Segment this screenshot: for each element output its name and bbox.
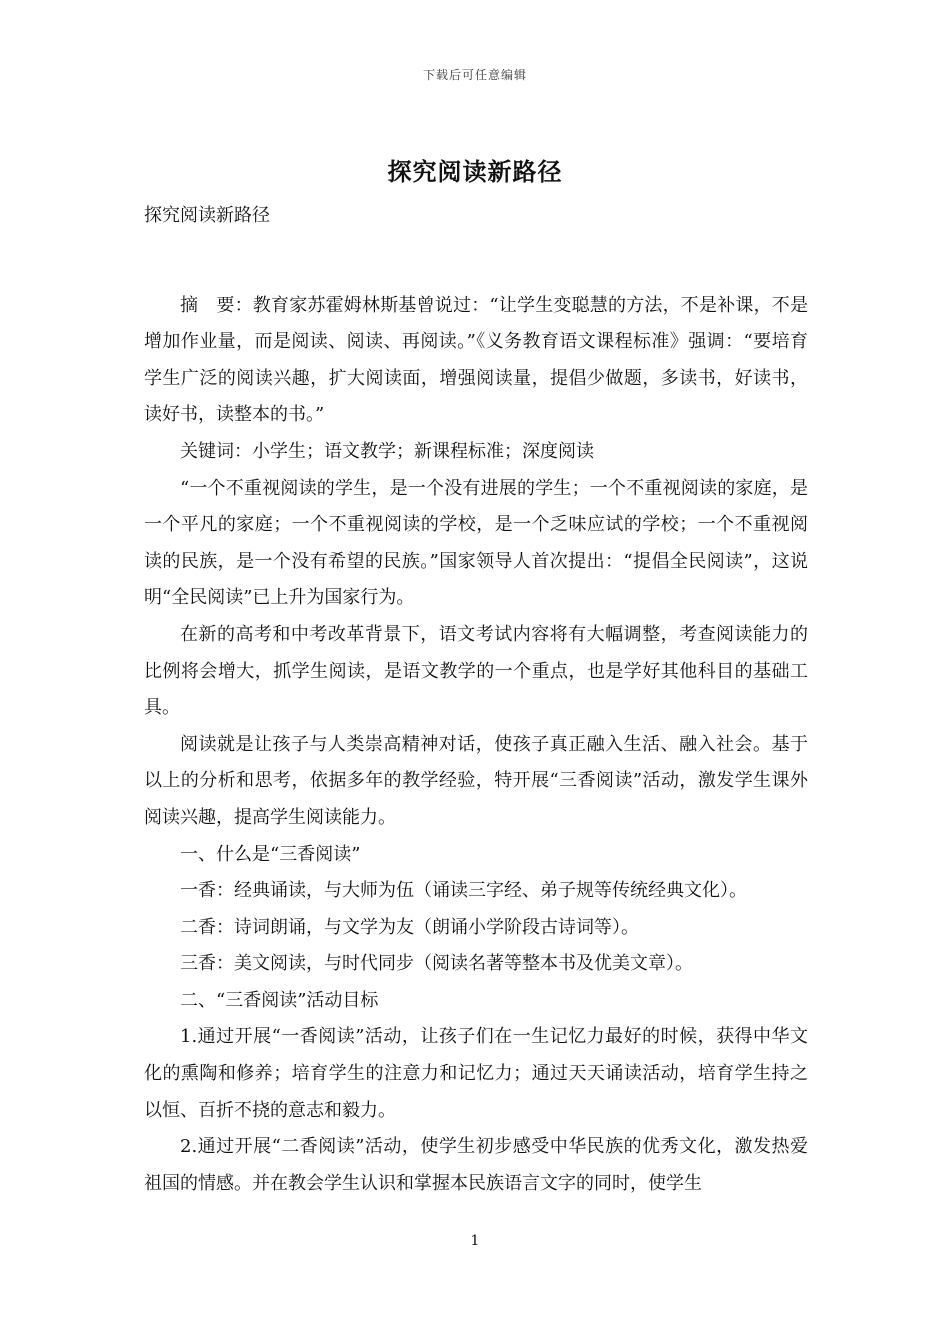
body-paragraph: 在新的高考和中考改革背景下，语文考试内容将有大幅调整，考查阅读能力的比例将会增大，抓学生阅读，是语文教学的一个重点，也是学好其他科目的基础工具。 (144, 623, 808, 719)
list-item: 二香：诗词朗诵，与文学为友（朗诵小学阶段古诗词等）。 (180, 916, 639, 938)
section-heading: 二、“三香阅读”活动目标 (180, 989, 379, 1011)
keywords-paragraph: 关键词：小学生；语文教学；新课程标准；深度阅读 (180, 440, 594, 462)
list-item: 一香：经典诵读，与大师为伍（诵读三字经、弟子规等传统经典文化）。 (180, 880, 747, 902)
numbered-paragraph: 1.通过开展“一香阅读”活动，让孩子们在一生记忆力最好的时候，获得中华文化的熏陶和修养；培育学生的注意力和记忆力；通过天天诵读活动，培育学生持之以恒、百折不挠的意志和毅力。 (144, 1026, 808, 1121)
body-paragraph: 阅读就是让孩子与人类崇高精神对话，使孩子真正融入生活、融入社会。基于以上的分析和思考，依据多年的教学经验，特开展“三香阅读”活动，激发学生课外阅读兴趣，提高学生阅读能力。 (144, 733, 808, 828)
document-body (144, 198, 808, 1202)
list-item: 三香：美文阅读，与时代同步（阅读名著等整本书及优美文章）。 (180, 953, 693, 975)
abstract-paragraph: 摘 要：教育家苏霍姆林斯基曾说过：“让学生变聪慧的方法，不是补课，不是增加作业量，而是阅读、阅读、再阅读。”《义务教育语文课程标准》强调：“要培育学生广泛的阅读兴趣，扩大阅读面，增强阅读量，提倡少做题，多读书，好读书，读好书，读整本的书。” (144, 294, 808, 426)
document-subtitle: 探究阅读新路径 (144, 205, 270, 226)
page-number: 1 (470, 1233, 480, 1249)
section-heading: 一、什么是“三香阅读” (180, 843, 361, 865)
document-title: 探究阅读新路径 (387, 157, 563, 186)
body-paragraph: “一个不重视阅读的学生，是一个没有进展的学生；一个不重视阅读的家庭，是一个平凡的家庭；一个不重视阅读的学校，是一个乏味应试的学校；一个不重视阅读的民族，是一个没有希望的民族。”国家领导人首次提出：“提倡全民阅读”，这说明“全民阅读”已上升为国家行为。 (144, 477, 808, 609)
page-header-note: 下载后可任意编辑 (422, 68, 527, 82)
numbered-paragraph: 2.通过开展“二香阅读”活动，使学生初步感受中华民族的优秀文化，激发热爱祖国的情感。并在教会学生认识和掌握本民族语言文字的同时，使学生 (144, 1136, 808, 1194)
